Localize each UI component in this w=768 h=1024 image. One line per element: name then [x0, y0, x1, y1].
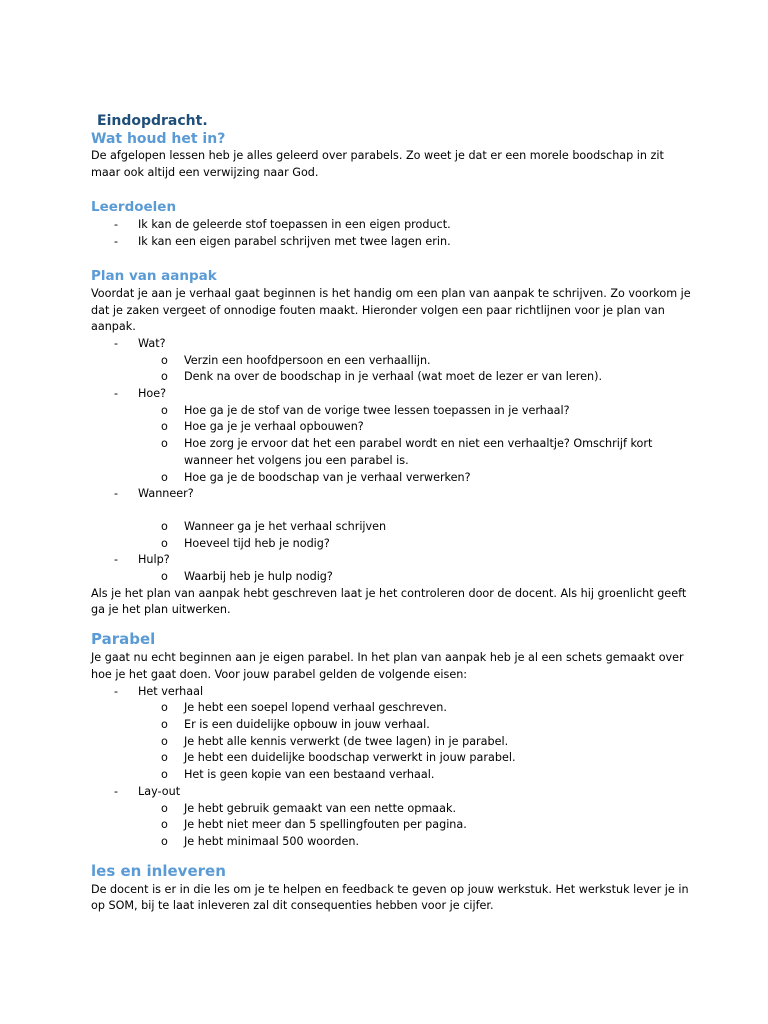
sub-list-item: o Wanneer ga je het verhaal schrijven	[91, 519, 691, 536]
inleveren-paragraph: De docent is er in die les om je te helpen en feedback te geven op jouw werkstuk. Het werkstuk lever je in op SOM, bij te laat inleveren zal dit consequenties hebben voor je cijfer.	[91, 882, 689, 913]
plan-list	[91, 336, 691, 586]
document-page	[91, 112, 691, 915]
sub-list-item: o Je hebt gebruik gemaakt van een nette opmaak.	[91, 801, 691, 818]
list-item-wat: - Wat?	[91, 336, 691, 353]
document-title: Eindopdracht.	[97, 113, 208, 129]
sub-list-item: o Hoe ga je je verhaal opbouwen?	[91, 419, 691, 436]
list-item-wanneer: - Wanneer?	[91, 486, 691, 503]
sub-list-item: o Je hebt alle kennis verwerkt (de twee lagen) in je parabel.	[91, 734, 691, 751]
heading-parabel: Parabel	[91, 630, 156, 649]
sub-list-item: o Hoe ga je de boodschap van je verhaal verwerken?	[91, 470, 691, 487]
sub-list-item: o Je hebt niet meer dan 5 spellingfouten per pagina.	[91, 817, 691, 834]
parabel-requirements-list	[91, 684, 691, 851]
list-item-hoe: - Hoe?	[91, 386, 691, 403]
sub-list-item: o Je hebt minimaal 500 woorden.	[91, 834, 691, 851]
plan-outro-paragraph: Als je het plan van aanpak hebt geschreven laat je het controleren door de docent. Als hij groenlicht geeft ga je het plan uitwerken.	[91, 586, 687, 617]
sub-list-item: o Hoe zorg je ervoor dat het een parabel wordt en niet een verhaaltje? Omschrijf kort wanneer het volgens jou een parabel is.	[91, 436, 691, 469]
heading-wat-houd-het-in: Wat houd het in?	[91, 131, 226, 147]
parabel-intro-paragraph: Je gaat nu echt beginnen aan je eigen parabel. In het plan van aanpak heb je al een schets gemaakt over hoe je het gaat doen. Voor jouw parabel gelden de volgende eisen:	[91, 651, 684, 681]
heading-plan-van-aanpak: Plan van aanpak	[91, 267, 217, 284]
sub-list-item: o Het is geen kopie van een bestaand verhaal.	[91, 767, 691, 784]
list-item-hulp: - Hulp?	[91, 552, 691, 569]
sub-list-item: o Je hebt een soepel lopend verhaal geschreven.	[91, 700, 691, 717]
sub-list-item: o Verzin een hoofdpersoon en een verhaallijn.	[91, 353, 691, 370]
heading-les-en-inleveren: les en inleveren	[91, 861, 226, 880]
sub-list-item: o Waarbij heb je hulp nodig?	[91, 569, 691, 586]
sub-list-item: o Hoe ga je de stof van de vorige twee lessen toepassen in je verhaal?	[91, 403, 691, 420]
plan-intro-paragraph: Voordat je aan je verhaal gaat beginnen is het handig om een plan van aanpak te schrijven. Zo voorkom je dat je zaken vergeet of onnodige fouten maakt. Hieronder volgen een paar richtlijnen voor je plan van aanpak.	[91, 286, 691, 334]
sub-list-item: o Hoeveel tijd heb je nodig?	[91, 536, 691, 553]
heading-leerdoelen: Leerdoelen	[91, 199, 177, 216]
sub-list-item: o Je hebt een duidelijke boodschap verwerkt in jouw parabel.	[91, 750, 691, 767]
blank-line	[91, 503, 691, 519]
list-item: - Ik kan de geleerde stof toepassen in een eigen product.	[91, 217, 691, 234]
leerdoelen-list	[91, 217, 691, 250]
list-item-lay-out: - Lay-out	[91, 784, 691, 801]
list-item: - Ik kan een eigen parabel schrijven met twee lagen erin.	[91, 234, 691, 251]
intro-paragraph: De afgelopen lessen heb je alles geleerd over parabels. Zo weet je dat er een morele boodschap in zit maar ook altijd een verwijzing naar God.	[91, 149, 664, 179]
sub-list-item: o Er is een duidelijke opbouw in jouw verhaal.	[91, 717, 691, 734]
list-item-het-verhaal: - Het verhaal	[91, 684, 691, 701]
sub-list-item: o Denk na over de boodschap in je verhaal (wat moet de lezer er van leren).	[91, 369, 691, 386]
